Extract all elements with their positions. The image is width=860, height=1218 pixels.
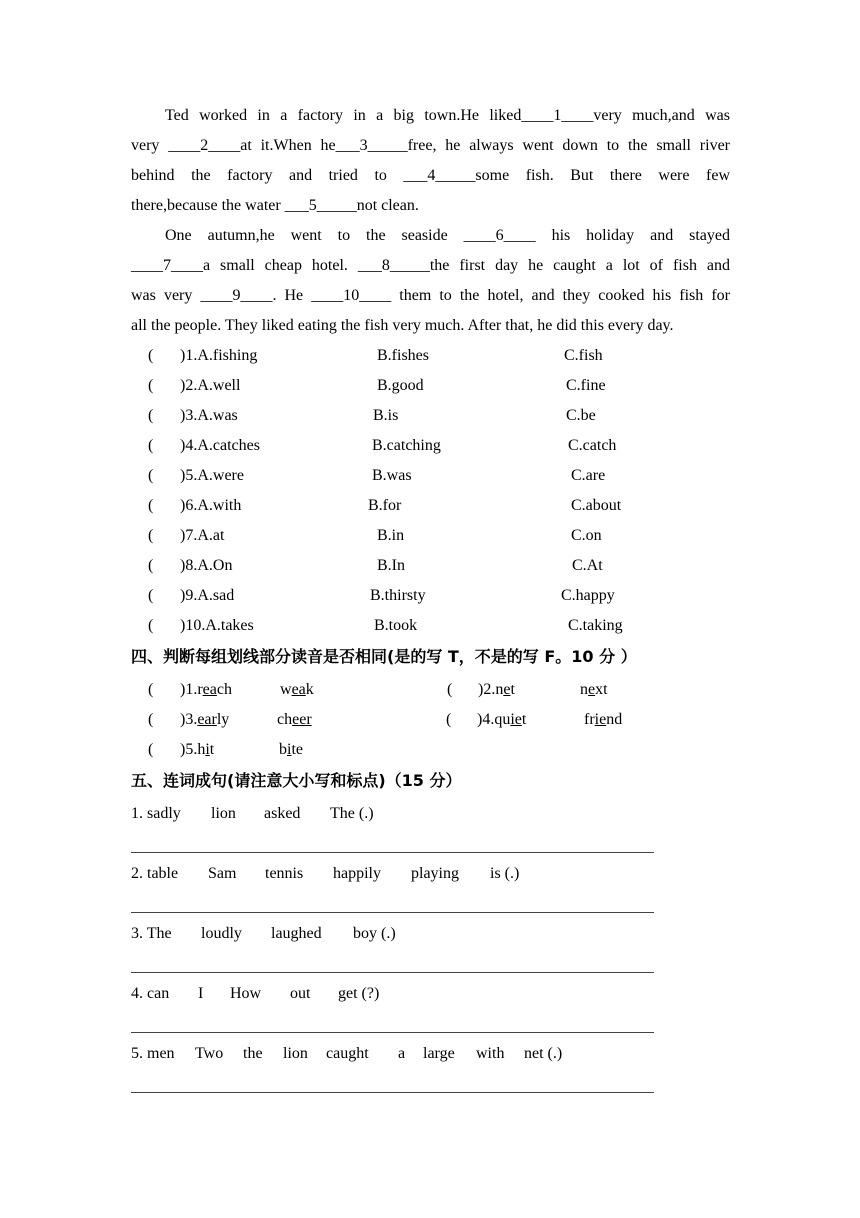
- scrambled-word: lion: [283, 1045, 308, 1062]
- word-with-underlined-part: [277, 711, 312, 728]
- word-part: r: [197, 681, 203, 698]
- scrambled-word: Sam: [208, 865, 237, 882]
- option-b: B.in: [377, 527, 405, 544]
- answer-paren: (: [148, 407, 154, 424]
- underlined-letters: e: [588, 681, 596, 698]
- word-with-underlined-part: [197, 711, 229, 728]
- scrambled-word: asked: [264, 805, 301, 822]
- word-part: fr: [584, 711, 595, 728]
- compare-word: [277, 710, 312, 730]
- scrambled-word: the: [243, 1045, 263, 1062]
- option-a: )3.A.was: [180, 407, 238, 424]
- underlined-letters: i: [287, 741, 292, 758]
- compare-word: [580, 680, 608, 700]
- item-number: )2.: [478, 681, 496, 698]
- section-4-heading: 四、判断每组划线部分读音是否相同(是的写 T，不是的写 F。10 分 ）: [131, 647, 637, 666]
- passage-line: was very ____9____. He ____10____ them to the hotel, and they cooked his fish for: [131, 287, 730, 304]
- answer-paren: (: [148, 467, 154, 484]
- answer-paren: (: [148, 617, 154, 634]
- underlined-letters: ea: [202, 681, 217, 698]
- option-a: )1.A.fishing: [180, 347, 258, 364]
- underlined-letters: eer: [292, 711, 312, 728]
- passage-line: One autumn,he went to the seaside ____6____ his holiday and stayed: [165, 227, 730, 244]
- option-b: B.good: [377, 377, 424, 394]
- compare-word: [279, 740, 303, 760]
- scrambled-word: net (.): [524, 1045, 563, 1062]
- scrambled-word: a: [398, 1045, 406, 1062]
- scrambled-word: playing: [411, 865, 459, 882]
- sentence-number: 4. can: [131, 985, 170, 1002]
- pronunciation-item: [478, 680, 515, 700]
- option-c: C.be: [566, 407, 596, 424]
- sentence-number: 2. table: [131, 865, 179, 882]
- word-part: te: [291, 741, 303, 758]
- underlined-letters: ie: [594, 711, 607, 728]
- underlined-letters: ear: [197, 711, 217, 728]
- word-part: n: [580, 681, 588, 698]
- passage-paragraph-2: [131, 221, 730, 341]
- passage-line: there,because the water ___5_____not clean.: [131, 197, 419, 214]
- answer-line: [131, 852, 654, 853]
- underlined-letters: e: [503, 681, 511, 698]
- scrambled-word: How: [230, 985, 262, 1002]
- answer-paren: (: [447, 681, 453, 698]
- scrambled-word: The (.): [330, 805, 374, 822]
- option-a: )9.A.sad: [180, 587, 235, 604]
- option-c: C.are: [571, 467, 606, 484]
- underlined-letters: i: [205, 741, 210, 758]
- pronunciation-item: [477, 710, 526, 730]
- passage-line: ____7____a small cheap hotel. ___8_____the first day he caught a lot of fish and: [131, 257, 730, 274]
- word-with-underlined-part: [197, 741, 214, 758]
- word-with-underlined-part: [279, 741, 303, 758]
- option-a: )2.A.well: [180, 377, 241, 394]
- scrambled-word: tennis: [265, 865, 304, 882]
- passage-line: Ted worked in a factory in a big town.He liked____1____very much,and was: [165, 107, 730, 124]
- answer-paren: (: [148, 437, 154, 454]
- sentence-number: 1. sadly: [131, 805, 181, 822]
- answer-paren: (: [148, 681, 154, 698]
- option-b: B.fishes: [377, 347, 429, 364]
- word-with-underlined-part: [495, 681, 515, 698]
- option-c: C.fine: [566, 377, 606, 394]
- item-number: )5.: [180, 741, 198, 758]
- option-c: C.happy: [561, 587, 615, 604]
- option-b: B.took: [374, 617, 418, 634]
- answer-line: [131, 1092, 654, 1093]
- item-number: )3.: [180, 711, 198, 728]
- option-c: C.catch: [568, 437, 617, 454]
- word-part: t: [510, 681, 515, 698]
- word-part: ch: [216, 681, 232, 698]
- passage-line: very ____2____at it.When he___3_____free, he always went down to the small river: [131, 137, 730, 154]
- compare-word: [280, 680, 314, 700]
- word-part: k: [305, 681, 314, 698]
- sentence-number: 3. The: [131, 925, 172, 942]
- answer-paren: (: [148, 587, 154, 604]
- passage-line: all the people. They liked eating the fish very much. After that, he did this every day.: [131, 317, 674, 334]
- word-part: ly: [216, 711, 230, 728]
- word-part: ch: [277, 711, 293, 728]
- scrambled-word: caught: [326, 1045, 369, 1062]
- option-a: )10.A.takes: [180, 617, 254, 634]
- option-b: B.catching: [372, 437, 441, 454]
- pronunciation-item: [180, 710, 229, 730]
- word-part: n: [495, 681, 504, 698]
- underlined-letters: ea: [291, 681, 306, 698]
- underlined-letters: ie: [510, 711, 522, 728]
- compare-word: [584, 710, 622, 730]
- option-a: )8.A.On: [180, 557, 233, 574]
- option-c: C.taking: [568, 617, 623, 634]
- word-with-underlined-part: [280, 681, 314, 698]
- word-part: t: [209, 741, 215, 758]
- answer-line: [131, 972, 654, 973]
- answer-paren: (: [148, 741, 154, 758]
- option-c: C.about: [571, 497, 622, 514]
- option-b: B.is: [373, 407, 399, 424]
- answer-paren: (: [148, 557, 154, 574]
- option-b: B.thirsty: [370, 587, 426, 604]
- option-b: B.In: [377, 557, 405, 574]
- scrambled-word: Two: [195, 1045, 224, 1062]
- option-a: )5.A.were: [180, 467, 244, 484]
- section-5-heading: 五、连词成句(请注意大小写和标点)（15 分）: [131, 771, 462, 790]
- answer-paren: (: [148, 497, 154, 514]
- scrambled-word: get (?): [338, 985, 380, 1002]
- answer-line: [131, 1032, 654, 1033]
- word-with-underlined-part: [197, 681, 232, 698]
- word-part: b: [279, 741, 287, 758]
- answer-paren: (: [148, 347, 154, 364]
- item-number: )1.: [180, 681, 198, 698]
- option-b: B.was: [372, 467, 412, 484]
- answer-paren: (: [446, 711, 452, 728]
- scrambled-word: happily: [333, 865, 381, 882]
- scrambled-word: lion: [211, 805, 236, 822]
- scrambled-word: out: [290, 985, 311, 1002]
- word-part: xt: [595, 681, 608, 698]
- word-part: qu: [494, 711, 511, 728]
- scrambled-word: laughed: [271, 925, 322, 942]
- pronunciation-item: [180, 740, 214, 760]
- scrambled-word: I: [198, 985, 204, 1002]
- option-a: )4.A.catches: [180, 437, 260, 454]
- item-number: )4.: [477, 711, 495, 728]
- answer-paren: (: [148, 711, 154, 728]
- word-part: w: [280, 681, 292, 698]
- word-with-underlined-part: [580, 681, 608, 698]
- word-with-underlined-part: [494, 711, 526, 728]
- scrambled-word: large: [423, 1045, 455, 1062]
- scrambled-word: loudly: [201, 925, 242, 942]
- pronunciation-item: [180, 680, 232, 700]
- word-part: nd: [606, 711, 623, 728]
- option-a: )7.A.at: [180, 527, 225, 544]
- passage-paragraph-1: [131, 101, 730, 221]
- option-c: C.fish: [564, 347, 603, 364]
- word-part: h: [197, 741, 206, 758]
- word-part: t: [521, 711, 527, 728]
- scrambled-word: boy (.): [353, 925, 396, 942]
- word-with-underlined-part: [584, 711, 622, 728]
- option-a: )6.A.with: [180, 497, 242, 514]
- answer-paren: (: [148, 377, 154, 394]
- option-c: C.on: [571, 527, 602, 544]
- passage-line: behind the factory and tried to ___4_____some fish. But there were few: [131, 167, 730, 184]
- option-c: C.At: [572, 557, 603, 574]
- answer-paren: (: [148, 527, 154, 544]
- scrambled-word: with: [476, 1045, 505, 1062]
- scrambled-word: is (.): [490, 865, 520, 882]
- answer-line: [131, 912, 654, 913]
- sentence-number: 5. men: [131, 1045, 175, 1062]
- option-b: B.for: [368, 497, 402, 514]
